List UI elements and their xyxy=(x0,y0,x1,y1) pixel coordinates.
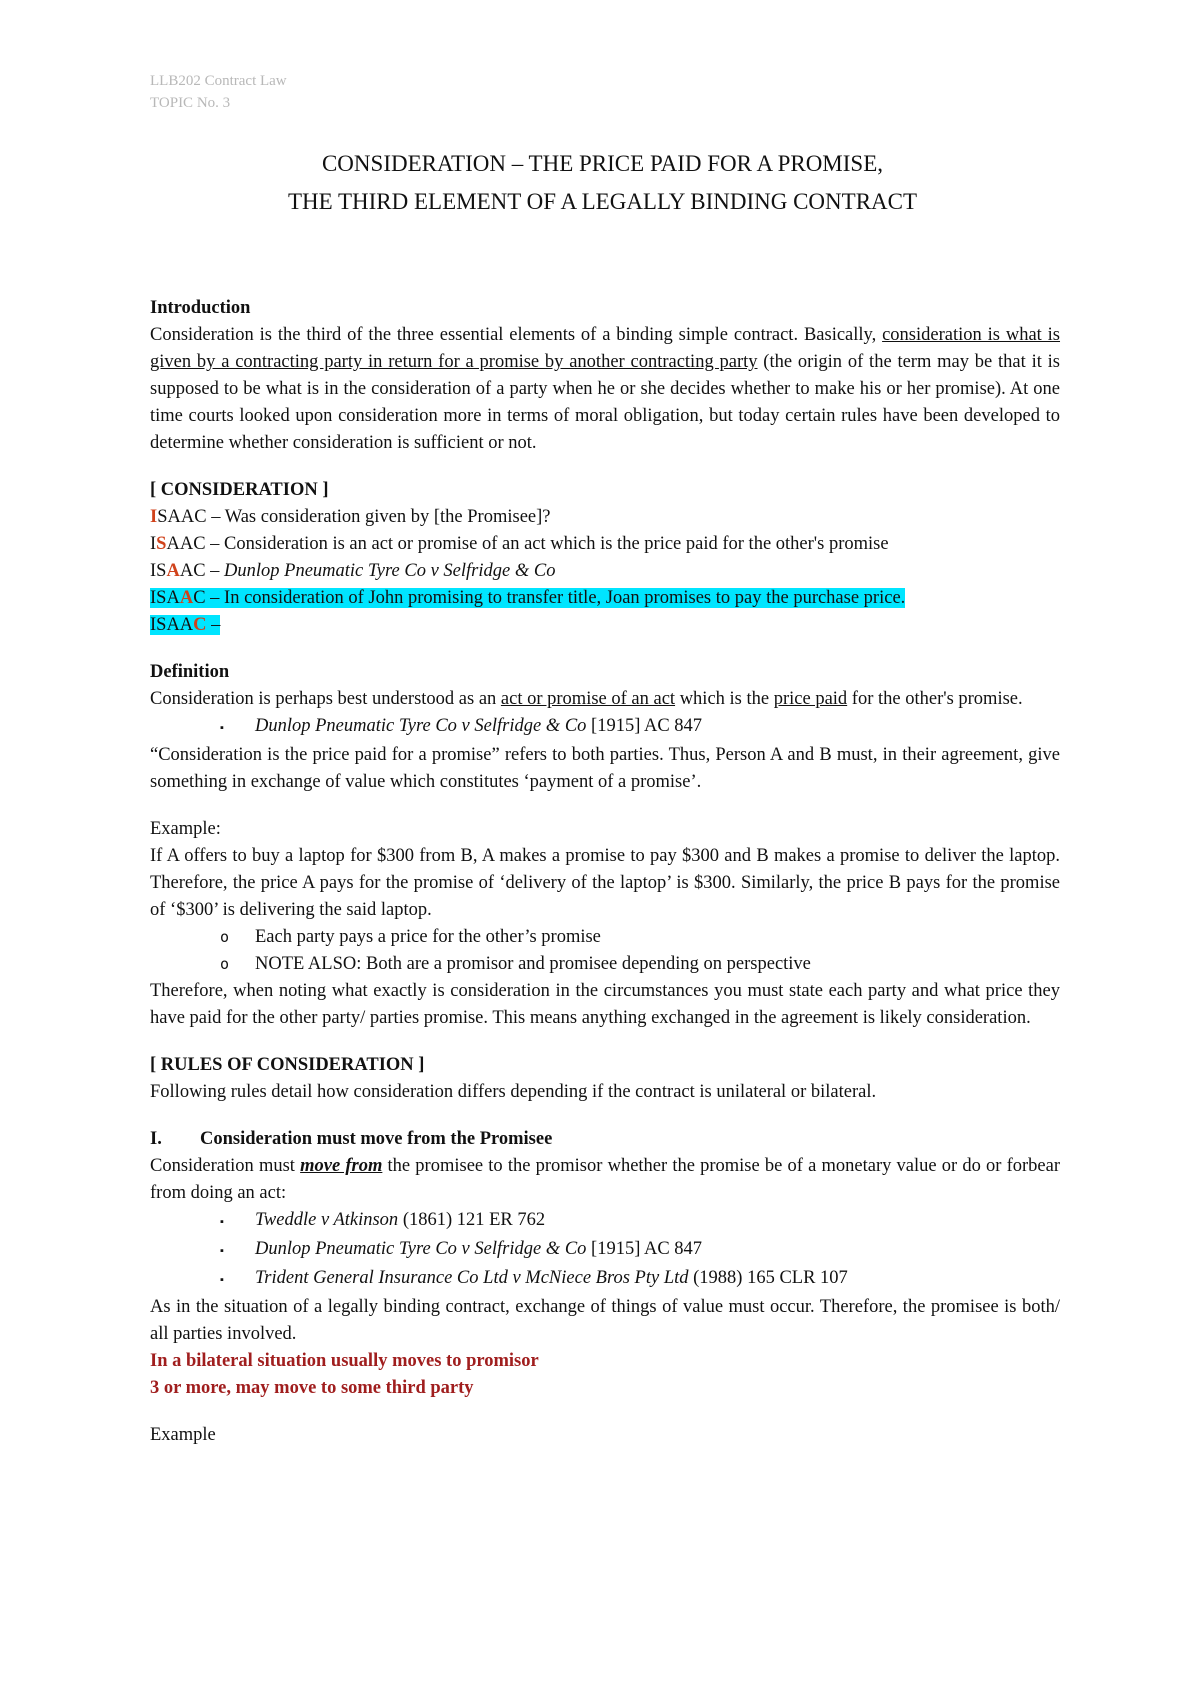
third-party-note: 3 or more, may move to some third party xyxy=(150,1378,474,1398)
definition-quote: “Consideration is the price paid for a promise” refers to both parties. Thus, Person A and B must, in their agreement, give something in exchange of value which constitutes ‘payment of a promise’. xyxy=(150,745,1060,792)
document-body xyxy=(150,295,1060,1449)
isaac-list xyxy=(150,504,1060,639)
rule-one-heading: I. Consideration must move from the Promisee xyxy=(150,1129,553,1149)
square-bullet-icon: ▪ xyxy=(220,1274,224,1286)
square-bullet-icon: ▪ xyxy=(220,1245,224,1257)
isaac-row: ISAAC – Consideration is an act or promise of an act which is the price paid for the other's promise xyxy=(150,534,889,554)
isaac-heading: [ CONSIDERATION ] xyxy=(150,480,329,500)
rule-one-explanation: As in the situation of a legally binding contract, exchange of things of value must occur. Therefore, the promisee is both/ all parties involved. xyxy=(150,1297,1060,1344)
consideration-definition-underlined: consideration is what is given by a contracting party in return for a promise by another contracting party xyxy=(150,325,1061,372)
isaac-row: ISAAC – Dunlop Pneumatic Tyre Co v Selfridge & Co xyxy=(150,561,556,581)
bilateral-note: In a bilateral situation usually moves to promisor xyxy=(150,1351,539,1371)
rule-one-paragraph: Consideration must move from the promisee to the promisor whether the promise be of a monetary value or do or forbear from doing an act: xyxy=(150,1156,1060,1203)
definition-heading: Definition xyxy=(150,662,230,682)
title-line-2: THE THIRD ELEMENT OF A LEGALLY BINDING CONTRACT xyxy=(287,189,918,214)
circle-bullet-icon: o xyxy=(220,928,230,946)
example-subpoint: o NOTE ALSO: Both are a promisor and promisee depending on perspective xyxy=(150,951,1060,978)
isaac-row: ISAAC – In consideration of John promising to transfer title, Joan promises to pay the purchase price. xyxy=(150,588,906,608)
rules-paragraph: Following rules detail how consideration differs depending if the contract is unilateral or bilateral. xyxy=(150,1082,877,1102)
square-bullet-icon: ▪ xyxy=(220,1216,224,1228)
case-citation-item: ▪ Dunlop Pneumatic Tyre Co v Selfridge & Co [1915] AC 847 xyxy=(150,1236,1060,1265)
circle-bullet-icon: o xyxy=(220,955,230,973)
example-label-2: Example xyxy=(150,1425,216,1445)
rule-one-cases xyxy=(150,1207,1060,1294)
isaac-row: ISAAC – Was consideration given by [the Promisee]? xyxy=(150,507,551,527)
isaac-row: ISAAC – xyxy=(150,615,221,635)
example-subpoint: o Each party pays a price for the other’s promise xyxy=(150,924,1060,951)
title-line-1: CONSIDERATION – THE PRICE PAID FOR A PROMISE, xyxy=(321,151,884,176)
example-paragraph: If A offers to buy a laptop for $300 from B, A makes a promise to pay $300 and B makes a promise to deliver the laptop. Therefore, the price A pays for the promise of ‘delivery of the laptop’ is $300. Similarly, the price B pays for the promise of ‘$300’ is delivering the said laptop. xyxy=(150,846,1060,920)
document-title xyxy=(0,145,1200,221)
topic-number: TOPIC No. 3 xyxy=(150,95,231,111)
square-bullet-icon: ▪ xyxy=(220,722,224,734)
course-code: LLB202 Contract Law xyxy=(150,73,287,89)
introduction-paragraph: Consideration is the third of the three essential elements of a binding simple contract. Basically, consideration is what is given by a contracting party in return for a promise by another contracting party (the origin of the term may be that it is supposed to be what is in the consideration of a party when he or she decides whether to make his or her promise). At one time courts looked upon consideration more in terms of moral obligation, but today certain rules have been developed to determine whether consideration is sufficient or not. xyxy=(150,325,1061,453)
case-citation-item: ▪ Trident General Insurance Co Ltd v McNiece Bros Pty Ltd (1988) 165 CLR 107 xyxy=(150,1265,1060,1294)
introduction-heading: Introduction xyxy=(150,298,251,318)
case-citation-item: ▪ Tweddle v Atkinson (1861) 121 ER 762 xyxy=(150,1207,1060,1236)
page-header xyxy=(150,70,287,114)
definition-case-item: ▪ Dunlop Pneumatic Tyre Co v Selfridge & Co [1915] AC 847 xyxy=(150,713,1060,742)
example-conclusion: Therefore, when noting what exactly is consideration in the circumstances you must state each party and what price they have paid for the other party/ parties promise. This means anything exchanged in the agreement is likely consideration. xyxy=(150,981,1060,1028)
definition-paragraph: Consideration is perhaps best understood as an act or promise of an act which is the price paid for the other's promise. xyxy=(150,689,1023,709)
example-label: Example: xyxy=(150,819,221,839)
rules-heading: [ RULES OF CONSIDERATION ] xyxy=(150,1055,425,1075)
